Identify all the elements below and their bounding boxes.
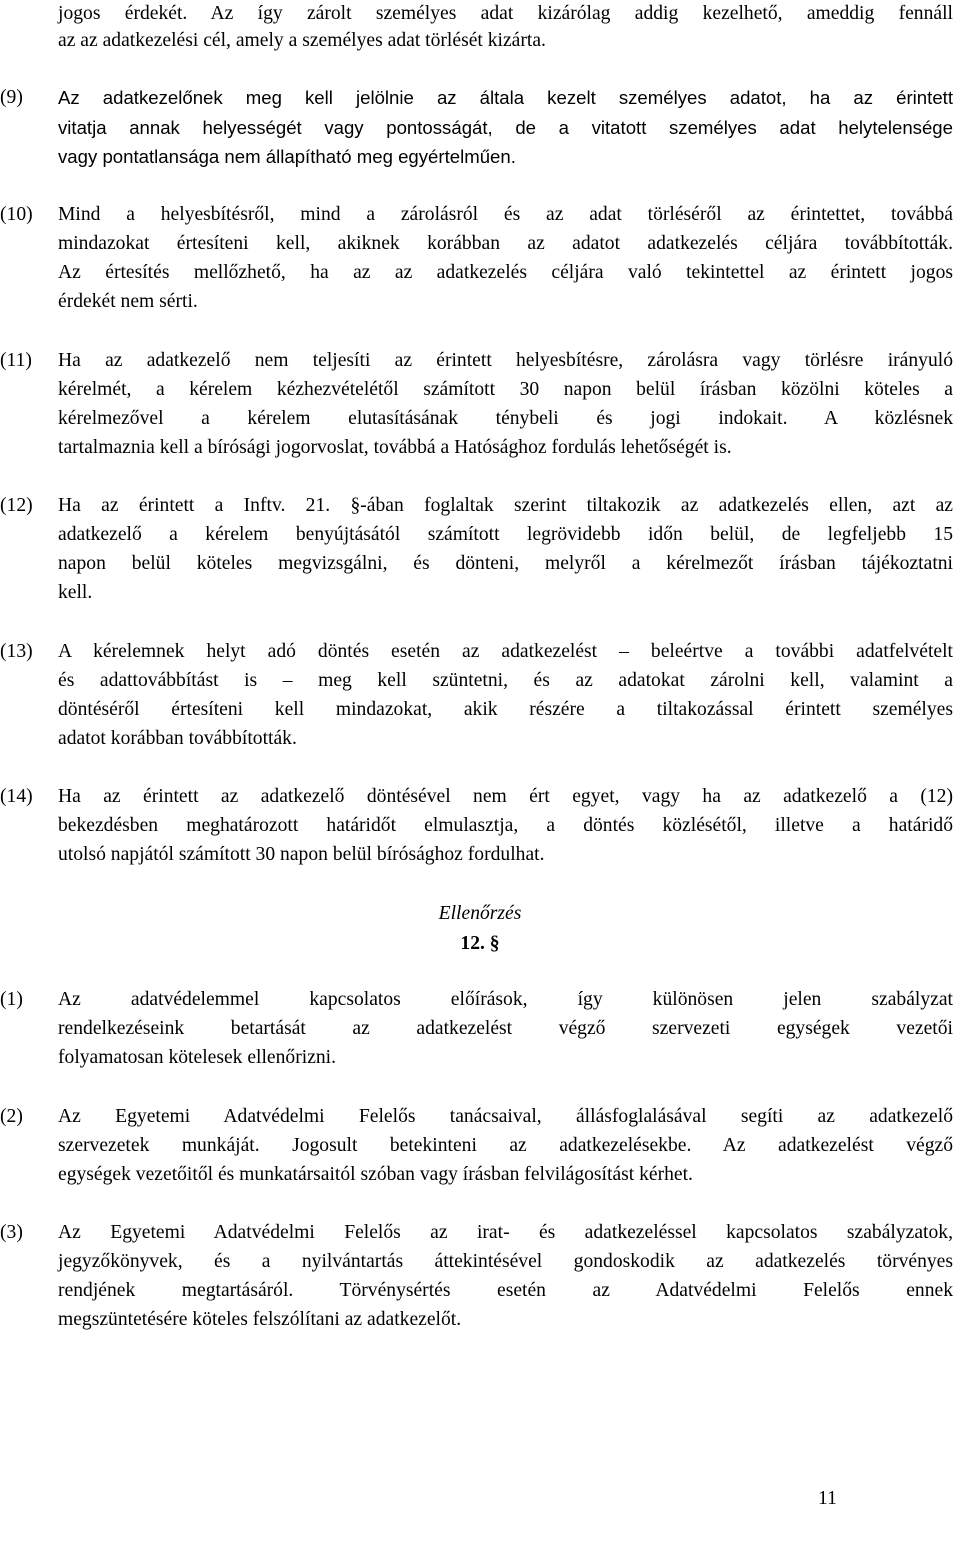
- paragraph-number: (14): [0, 786, 33, 807]
- paragraph-line: szervezetek munkáját. Jogosult betekinteni az adatkezelésekbe. Az adatkezelést végző: [58, 1135, 953, 1156]
- paragraph-line: érdekét nem sérti.: [58, 291, 198, 312]
- paragraph-line: rendjének megtartásáról. Törvénysértés esetén az Adatvédelmi Felelős ennek: [58, 1280, 953, 1301]
- paragraph-number: (1): [0, 989, 23, 1010]
- section-number: 12. §: [460, 933, 500, 954]
- paragraph-line: folyamatosan kötelesek ellenőrizni.: [58, 1047, 337, 1068]
- paragraph-number: (12): [0, 495, 33, 516]
- paragraph-line: jegyzőkönyvek, és a nyilvántartás áttekintésével gondoskodik az adatkezelés törvényes: [58, 1251, 953, 1272]
- paragraph-line: adatot korábban továbbították.: [58, 728, 297, 749]
- paragraph-line: Az értesítés mellőzhető, ha az az adatkezelés céljára való tekintettel az érintett jogos: [58, 262, 953, 283]
- paragraph-line: és adattovábbítást is – meg kell szüntetni, és az adatokat zárolni kell, valamint a: [58, 670, 953, 691]
- paragraph-line: döntéséről értesíteni kell mindazokat, akik részére a tiltakozással érintett személyes: [58, 699, 953, 720]
- paragraph-line: Mind a helyesbítésről, mind a zárolásról és az adat törléséről az érintettet, továbbá: [58, 204, 953, 225]
- paragraph-line: vitatja annak helyességét vagy pontosságát, de a vitatott személyes adat helytelensége: [58, 117, 953, 138]
- paragraph-line: Ha az adatkezelő nem teljesíti az érintett helyesbítésre, zárolásra vagy törlésre irányuló: [58, 350, 953, 371]
- paragraph-line: Ha az érintett az adatkezelő döntésével nem ért egyet, vagy ha az adatkezelő a (12): [58, 786, 953, 807]
- paragraph-number: (3): [0, 1222, 23, 1243]
- paragraph-line: Ha az érintett a Inftv. 21. §-ában foglaltak szerint tiltakozik az adatkezelés ellen, azt az: [58, 495, 953, 516]
- paragraph-line: tartalmaznia kell a bírósági jogorvoslat, továbbá a Hatósághoz fordulás lehetőségét is.: [58, 437, 732, 458]
- paragraph-line: Az adatvédelemmel kapcsolatos előírások, így különösen jelen szabályzat: [58, 989, 953, 1010]
- paragraph-line: vagy pontatlansága nem állapítható meg egyértelműen.: [58, 146, 516, 167]
- paragraph-number: (11): [0, 350, 32, 371]
- intro-line-2: az az adatkezelési cél, amely a személyes adat törlését kizárta.: [58, 30, 546, 51]
- paragraph-number: (10): [0, 204, 33, 225]
- paragraph-line: megszüntetésére köteles felszólítani az adatkezelőt.: [58, 1309, 462, 1330]
- paragraph-line: Az Egyetemi Adatvédelmi Felelős tanácsaival, állásfoglalásával segíti az adatkezelő: [58, 1106, 953, 1127]
- paragraph-line: kérelmét, a kérelem kézhezvételétől számított 30 napon belül írásban közölni köteles a: [58, 379, 953, 400]
- intro-line-1: jogos érdekét. Az így zárolt személyes adat kizárólag addig kezelhető, ameddig fennáll: [58, 3, 953, 24]
- paragraph-line: egységek vezetőitől és munkatársaitól szóban vagy írásban felvilágosítást kérhet.: [58, 1164, 693, 1185]
- paragraph-line: utolsó napjától számított 30 napon belül bírósághoz fordulhat.: [58, 844, 545, 865]
- section-title: Ellenőrzés: [438, 903, 522, 924]
- paragraph-line: Az adatkezelőnek meg kell jelölnie az általa kezelt személyes adatot, ha az érintett: [58, 87, 953, 108]
- paragraph-line: kérelmezővel a kérelem elutasításának ténybeli és jogi indokait. A közlésnek: [58, 408, 953, 429]
- paragraph-number: (2): [0, 1106, 23, 1127]
- paragraph-line: adatkezelő a kérelem benyújtásától számított legrövidebb időn belül, de legfeljebb 15: [58, 524, 953, 545]
- paragraph-line: bekezdésben meghatározott határidőt elmulasztja, a döntés közlésétől, illetve a határidő: [58, 815, 953, 836]
- paragraph-number: (9): [0, 87, 23, 108]
- paragraph-line: A kérelemnek helyt adó döntés esetén az adatkezelést – beleértve a további adatfelvételt: [58, 641, 953, 662]
- paragraph-line: mindazokat értesíteni kell, akiknek korábban az adatot adatkezelés céljára továbbították.: [58, 233, 953, 254]
- page-number: 11: [818, 1488, 837, 1509]
- paragraph-line: Az Egyetemi Adatvédelmi Felelős az irat- és adatkezeléssel kapcsolatos szabályzatok,: [58, 1222, 953, 1243]
- paragraph-line: napon belül köteles megvizsgálni, és dönteni, melyről a kérelmezőt írásban tájékoztatni: [58, 553, 953, 574]
- paragraph-number: (13): [0, 641, 33, 662]
- paragraph-line: rendelkezéseink betartását az adatkezelést végző szervezeti egységek vezetői: [58, 1018, 953, 1039]
- paragraph-line: kell.: [58, 582, 93, 603]
